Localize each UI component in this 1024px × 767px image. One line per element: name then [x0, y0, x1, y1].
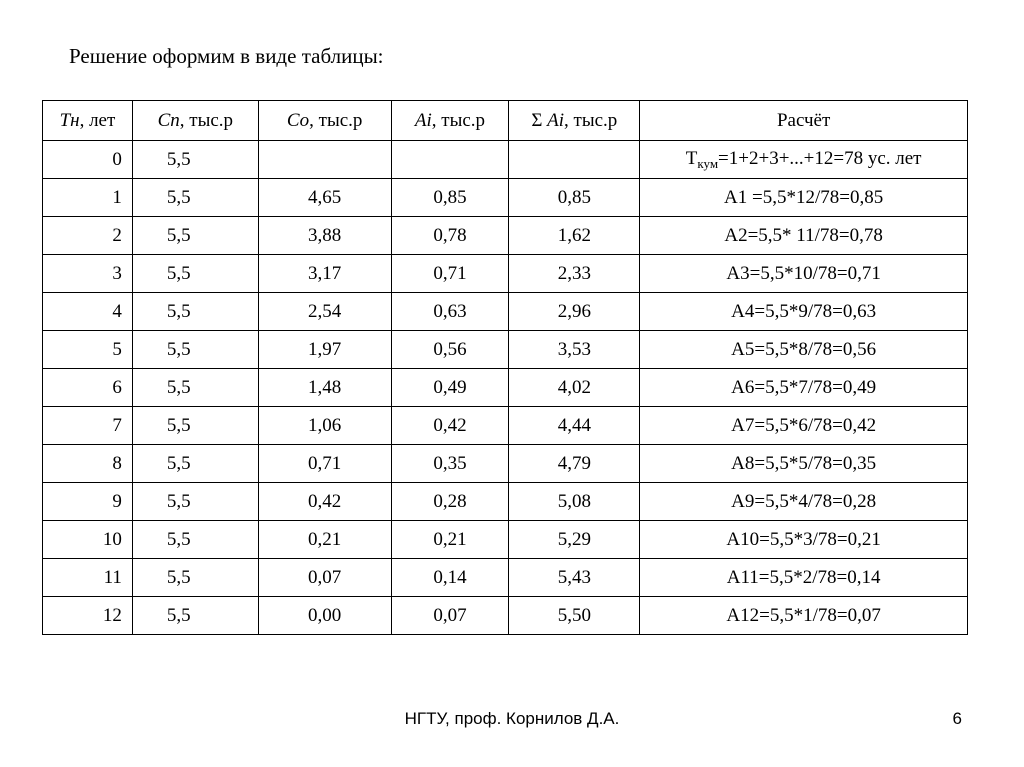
- cell-ai: [391, 141, 509, 179]
- table-row: [43, 255, 968, 293]
- cell-tn: 8: [43, 445, 133, 483]
- cell-calc: А9=5,5*4/78=0,28: [640, 483, 968, 521]
- cell-co: 1,06: [258, 407, 391, 445]
- cell-cp: 5,5: [132, 559, 258, 597]
- cell-tn: 2: [43, 217, 133, 255]
- table-header-row: [43, 101, 968, 141]
- cell-ai: 0,35: [391, 445, 509, 483]
- cell-cp: 5,5: [132, 217, 258, 255]
- table-row: [43, 331, 968, 369]
- cell-ai: 0,78: [391, 217, 509, 255]
- cell-calc: [640, 141, 968, 179]
- page-number: 6: [952, 709, 962, 728]
- cell-co: [258, 141, 391, 179]
- cell-cp: 5,5: [132, 179, 258, 217]
- cell-sum-ai: 4,44: [509, 407, 640, 445]
- cell-cp: 5,5: [132, 255, 258, 293]
- cell-calc: А11=5,5*2/78=0,14: [640, 559, 968, 597]
- cell-co: 1,48: [258, 369, 391, 407]
- header-sum-ai: Σ Ai, тыс.р: [509, 101, 640, 141]
- cell-ai: 0,85: [391, 179, 509, 217]
- cell-ai: 0,14: [391, 559, 509, 597]
- cell-cp: 5,5: [132, 597, 258, 635]
- depreciation-table: [42, 100, 968, 635]
- cell-cp: 5,5: [132, 407, 258, 445]
- cell-cp: 5,5: [132, 369, 258, 407]
- table-row: [43, 217, 968, 255]
- table-row: [43, 483, 968, 521]
- cell-tn: 3: [43, 255, 133, 293]
- cell-sum-ai: 2,96: [509, 293, 640, 331]
- cell-co: 3,17: [258, 255, 391, 293]
- intro-text: Решение оформим в виде таблицы:: [69, 44, 384, 68]
- cell-sum-ai: 5,29: [509, 521, 640, 559]
- cell-tn: 1: [43, 179, 133, 217]
- cell-tn: 11: [43, 559, 133, 597]
- cell-ai: 0,56: [391, 331, 509, 369]
- cell-sum-ai: 0,85: [509, 179, 640, 217]
- cell-calc: А2=5,5* 11/78=0,78: [640, 217, 968, 255]
- cell-tn: 5: [43, 331, 133, 369]
- table-row: [43, 445, 968, 483]
- cell-co: 0,21: [258, 521, 391, 559]
- header-tn: Тн, лет: [43, 101, 133, 141]
- cumulative-sum-formula: $Т_{кум}=1+2+3+...+12=78$ ус. лет: [685, 147, 922, 171]
- cell-co: 0,07: [258, 559, 391, 597]
- cell-sum-ai: [509, 141, 640, 179]
- cell-cp: 5,5: [132, 445, 258, 483]
- table-row: [43, 293, 968, 331]
- header-co: Со, тыс.р: [258, 101, 391, 141]
- cell-calc: А4=5,5*9/78=0,63: [640, 293, 968, 331]
- header-cp: Сп, тыс.р: [132, 101, 258, 141]
- cell-calc: А1 =5,5*12/78=0,85: [640, 179, 968, 217]
- cell-co: 2,54: [258, 293, 391, 331]
- table-row: [43, 521, 968, 559]
- table-row: [43, 597, 968, 635]
- cell-tn: 6: [43, 369, 133, 407]
- cell-ai: 0,28: [391, 483, 509, 521]
- cell-sum-ai: 5,08: [509, 483, 640, 521]
- cell-co: 0,42: [258, 483, 391, 521]
- cell-co: 0,00: [258, 597, 391, 635]
- cell-co: 3,88: [258, 217, 391, 255]
- table-row: [43, 179, 968, 217]
- cell-ai: 0,71: [391, 255, 509, 293]
- cell-tn: 4: [43, 293, 133, 331]
- cell-ai: 0,42: [391, 407, 509, 445]
- cell-tn: 10: [43, 521, 133, 559]
- cell-calc: А7=5,5*6/78=0,42: [640, 407, 968, 445]
- cell-cp: 5,5: [132, 483, 258, 521]
- cell-ai: 0,07: [391, 597, 509, 635]
- table-row: [43, 369, 968, 407]
- cell-calc: А5=5,5*8/78=0,56: [640, 331, 968, 369]
- header-ai: Ai, тыс.р: [391, 101, 509, 141]
- cell-tn: 12: [43, 597, 133, 635]
- cell-calc: А6=5,5*7/78=0,49: [640, 369, 968, 407]
- cell-cp: 5,5: [132, 141, 258, 179]
- table-row: [43, 141, 968, 179]
- cell-cp: 5,5: [132, 521, 258, 559]
- cell-calc: А10=5,5*3/78=0,21: [640, 521, 968, 559]
- cell-cp: 5,5: [132, 331, 258, 369]
- cell-sum-ai: 3,53: [509, 331, 640, 369]
- cell-tn: 7: [43, 407, 133, 445]
- cell-sum-ai: 5,50: [509, 597, 640, 635]
- cell-calc: А8=5,5*5/78=0,35: [640, 445, 968, 483]
- cell-sum-ai: 4,02: [509, 369, 640, 407]
- header-calc: Расчёт: [640, 101, 968, 141]
- cell-calc: А3=5,5*10/78=0,71: [640, 255, 968, 293]
- cell-sum-ai: 4,79: [509, 445, 640, 483]
- cell-co: 0,71: [258, 445, 391, 483]
- cell-co: 1,97: [258, 331, 391, 369]
- cell-tn: 0: [43, 141, 133, 179]
- cell-cp: 5,5: [132, 293, 258, 331]
- cell-co: 4,65: [258, 179, 391, 217]
- cell-calc: А12=5,5*1/78=0,07: [640, 597, 968, 635]
- cell-sum-ai: 5,43: [509, 559, 640, 597]
- table-row: [43, 407, 968, 445]
- cell-sum-ai: 2,33: [509, 255, 640, 293]
- cell-sum-ai: 1,62: [509, 217, 640, 255]
- footer-author: НГТУ, проф. Корнилов Д.А.: [404, 709, 620, 728]
- cell-tn: 9: [43, 483, 133, 521]
- cell-ai: 0,63: [391, 293, 509, 331]
- cell-ai: 0,21: [391, 521, 509, 559]
- table-row: [43, 559, 968, 597]
- cell-ai: 0,49: [391, 369, 509, 407]
